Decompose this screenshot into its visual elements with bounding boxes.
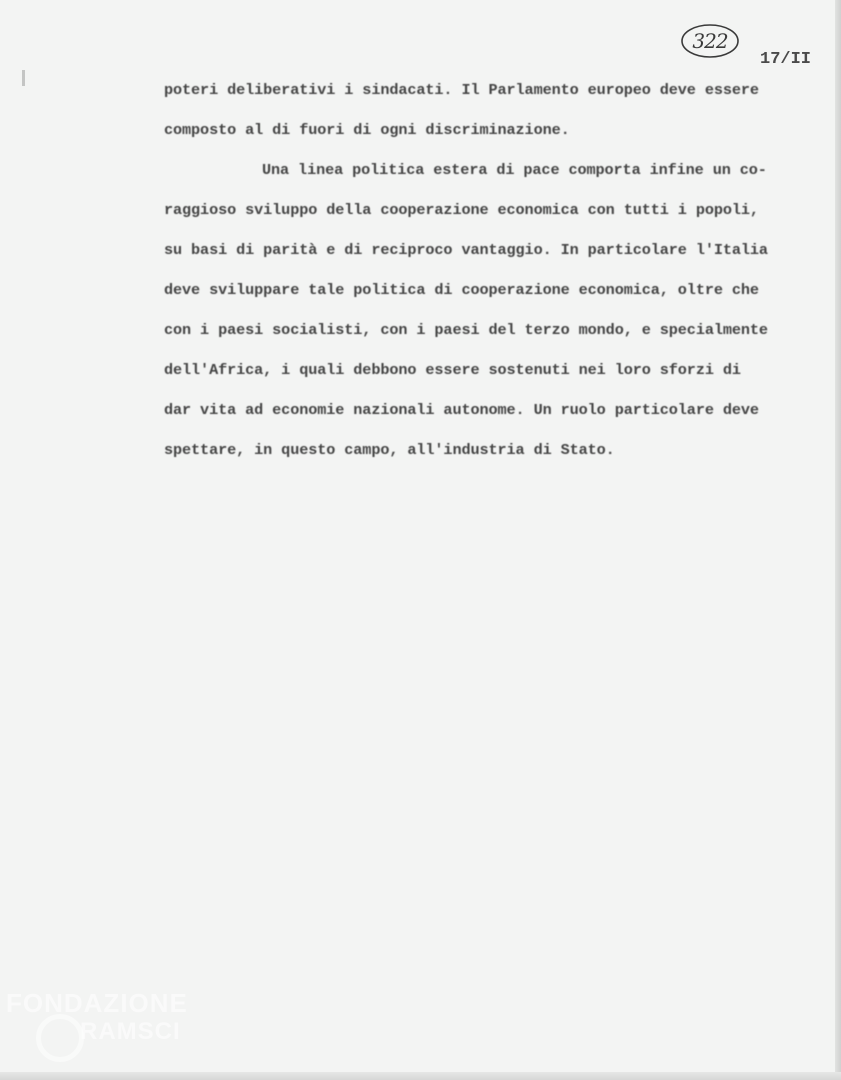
text-line: dell'Africa, i quali debbono essere sostenuti nei loro sforzi di [164,361,741,379]
margin-mark [22,70,25,86]
text-line: deve sviluppare tale politica di cooperazione economica, oltre che [164,281,759,299]
text-line: dar vita ad economie nazionali autonome. Un ruolo particolare deve [164,401,759,419]
page-edge-bottom [0,1072,841,1080]
text-line: spettare, in questo campo, all'industria di Stato. [164,441,615,459]
text-line: Una linea politica estera di pace comporta infine un co- [262,161,767,179]
watermark-line1: FONDAZIONE [6,988,188,1018]
text-line: poteri deliberativi i sindacati. Il Parlamento europeo deve essere [164,81,759,99]
typewritten-text [164,70,834,470]
page-number: 17/II [760,50,812,69]
page-edge-right [835,0,841,1080]
archive-number: 322 [692,29,728,53]
text-line: su basi di parità e di reciproco vantaggio. In particolare l'Italia [164,241,768,259]
text-line: con i paesi socialisti, con i paesi del terzo mondo, e specialmente [164,321,768,339]
watermark-g-logo-icon [36,1014,84,1062]
fondazione-gramsci-watermark [6,988,226,1068]
text-line: raggioso sviluppo della cooperazione economica con tutti i popoli, [164,201,759,219]
watermark-line2: RAMSCI [80,1018,181,1045]
text-line: composto al di fuori di ogni discriminazione. [164,121,570,139]
